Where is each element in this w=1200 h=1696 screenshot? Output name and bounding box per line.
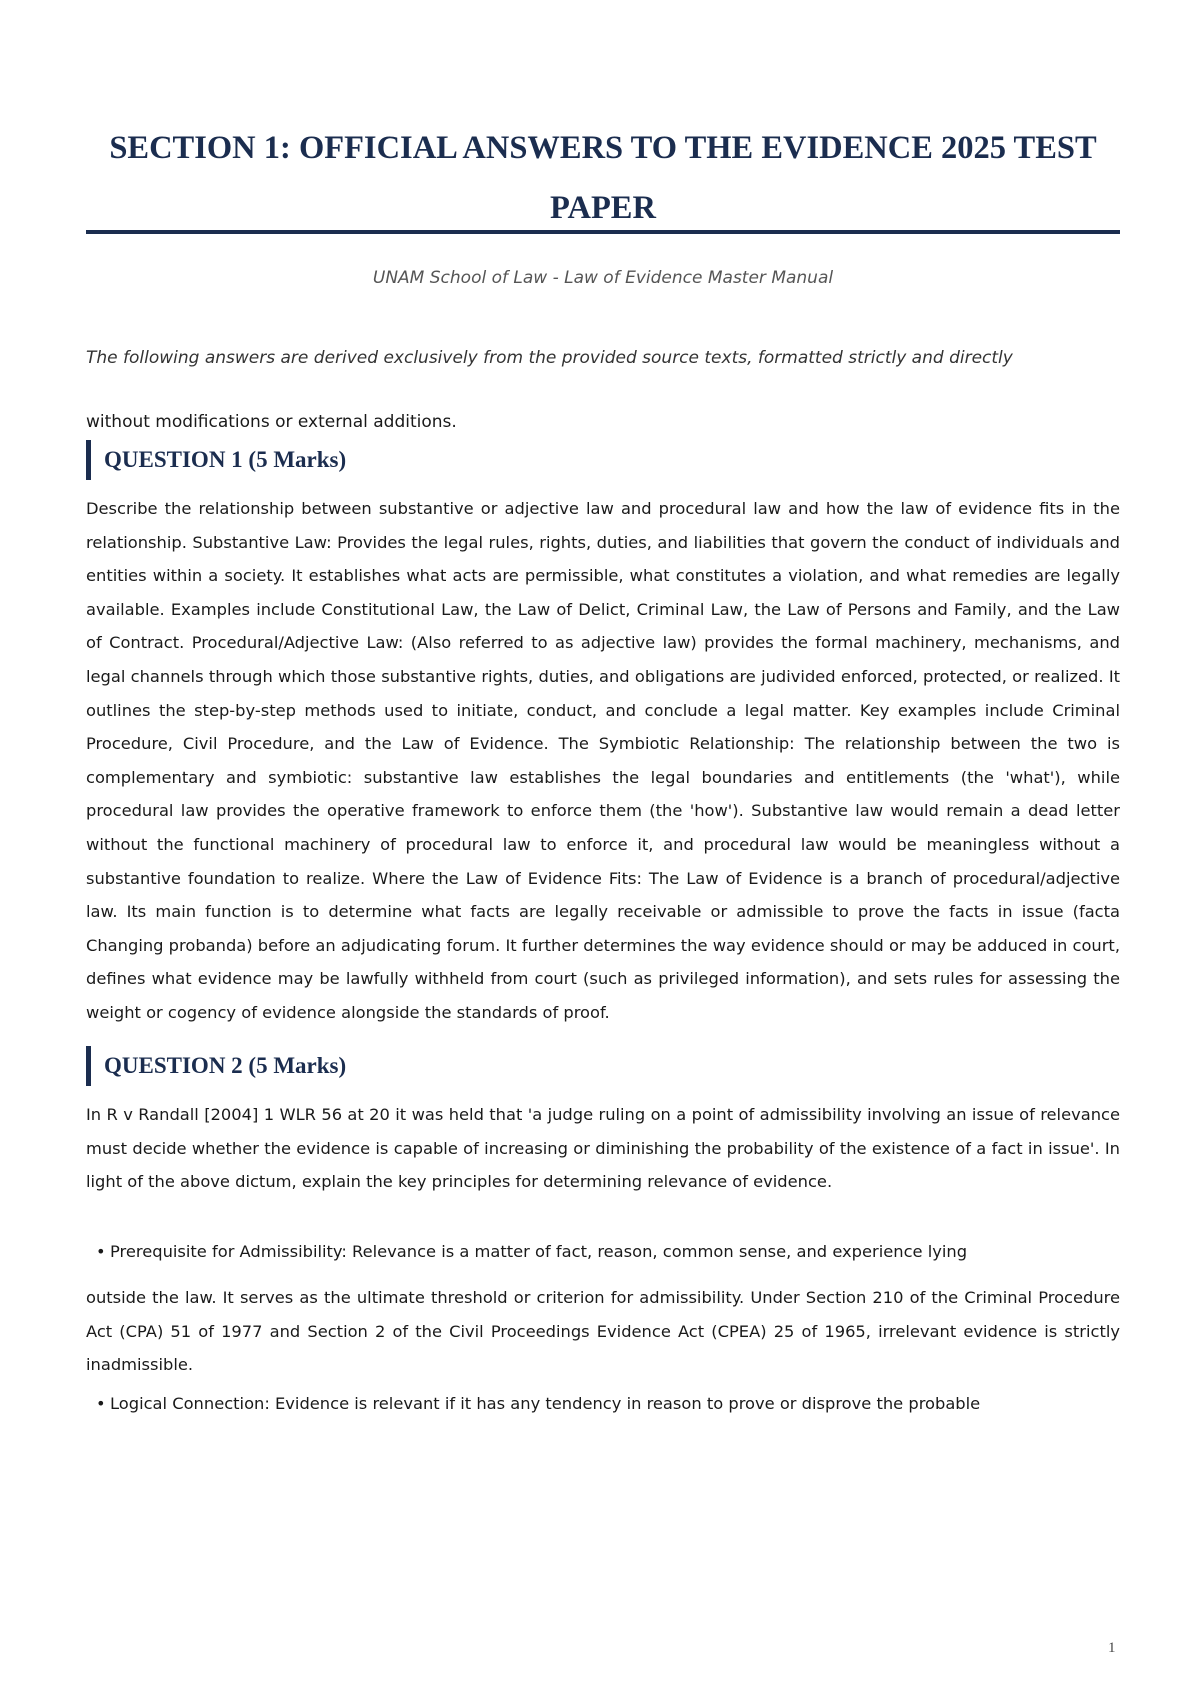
document-title: SECTION 1: OFFICIAL ANSWERS TO THE EVIDENCE 2025 TEST PAPER (109, 130, 1097, 226)
title-divider (86, 230, 1120, 234)
bullet-item-2 (86, 1394, 980, 1413)
bullet-item-1 (86, 1242, 967, 1261)
question-1-answer: Describe the relationship between substantive or adjective law and procedural law and how the law of evidence fits in the relationship. Substantive Law: Provides the legal rules, rights, duties, and liabilities that govern the conduct of individuals and entities within a society. It establishes what acts are permissible, what constitutes a violation, and what remedies are legally available. Examples include Constitutional Law, the Law of Delict, Criminal Law, the Law of Persons and Family, and the Law of Contract. Procedural/Adjective Law: (Also referred to as adjective law) provides the formal machinery, mechanisms, and legal channels through which those substantive rights, duties, and obligations are judivided enforced, protected, or realized. It outlines the step-by-step methods used to initiate, conduct, and conclude a legal matter. Key examples include Criminal Procedure, Civil Procedure, and the Law of Evidence. The Symbiotic Relationship: The relationship between the two is complementary and symbiotic: substantive law establishes the legal boundaries and entitlements (the 'what'), while procedural law provides the operative framework to enforce them (the 'how'). Substantive law would remain a dead letter without the functional machinery of procedural law to enforce it, and procedural law would be meaningless without a substantive foundation to realize. Where the Law of Evidence Fits: The Law of Evidence is a branch of procedural/adjective law. Its main function is to determine what facts are legally receivable or admissible to prove the facts in issue (facta Changing probanda) before an adjudicating forum. It further determines the way evidence should or may be adduced in court, defines what evidence may be lawfully withheld from court (such as privileged information), and sets rules for assessing the weight or cogency of evidence alongside the standards of proof. (86, 499, 1120, 1022)
question-1-heading (86, 440, 346, 480)
intro-italic-text: The following answers are derived exclusively from the provided source texts, formatted strictly and directly (86, 348, 1013, 368)
bullet-marker: • (96, 1394, 106, 1413)
question-1-title: QUESTION 1 (5 Marks) (104, 447, 347, 472)
question-2-prompt: In R v Randall [2004] 1 WLR 56 at 20 it was held that 'a judge ruling on a point of admissibility involving an issue of relevance must decide whether the evidence is capable of increasing or diminishing the probability of the existence of a fact in issue'. In light of the above dictum, explain the key principles for determining relevance of evidence. (86, 1105, 1120, 1192)
document-subtitle: UNAM School of Law - Law of Evidence Master Manual (372, 268, 834, 288)
heading-accent-bar (86, 1046, 91, 1086)
question-2-title: QUESTION 2 (5 Marks) (104, 1053, 347, 1078)
page-number: 1 (1108, 1640, 1116, 1656)
intro-plain-text: without modifications or external additions. (86, 412, 457, 432)
heading-accent-bar (86, 440, 91, 480)
bullet-item-1-continuation: outside the law. It serves as the ultimate threshold or criterion for admissibility. Under Section 210 of the Criminal Procedure Act (CPA) 51 of 1977 and Section 2 of the Civil Proceedings Evidence Act (CPEA) 25 of 1965, irrelevant evidence is strictly inadmissible. (86, 1288, 1120, 1375)
bullet-item-2-lead: Logical Connection: Evidence is relevant if it has any tendency in reason to prove or disprove the probable (110, 1394, 981, 1413)
question-2-heading (86, 1046, 346, 1086)
bullet-item-1-lead: Prerequisite for Admissibility: Relevance is a matter of fact, reason, common sense, and experience lying (110, 1242, 968, 1261)
bullet-marker: • (96, 1242, 106, 1261)
